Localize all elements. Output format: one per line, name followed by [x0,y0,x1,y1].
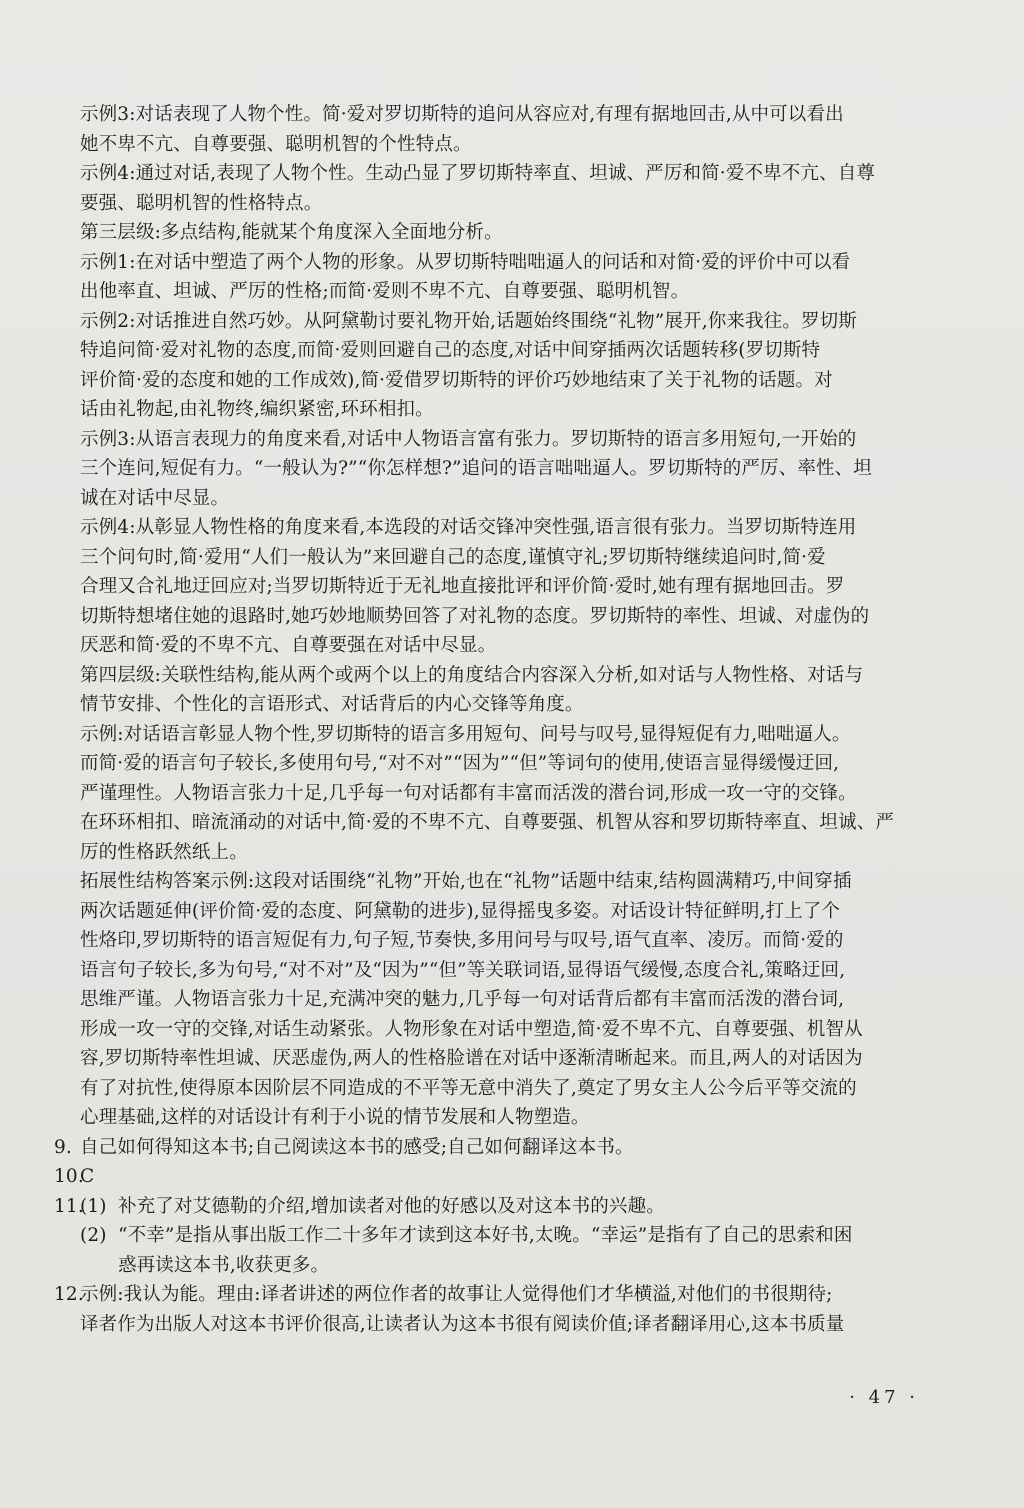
text-line: 评价简·爱的态度和她的工作成效),简·爱借罗切斯特的评价巧妙地结束了关于礼物的话题。对 [80,369,833,391]
text-line: 严谨理性。人物语言张力十足,几乎每一句对话都有丰富而活泼的潜台词,形成一攻一守的交锋。 [80,782,857,804]
text-line: 特追问简·爱对礼物的态度,而简·爱则回避自己的态度,对话中间穿插两次话题转移(罗切斯特 [80,340,821,361]
question-number: 11. [54,1195,84,1217]
text-line: 心理基础,这样的对话设计有利于小说的情节发展和人物塑造。 [80,1107,590,1128]
text-line: 要强、聪明机智的性格特点。 [80,192,323,214]
page-number: · 47 · [849,1387,919,1408]
question-number: 12. [54,1284,84,1305]
text-line: 话由礼物起,由礼物终,编织紧密,环环相扣。 [80,399,434,420]
answer-text: 示例:我认为能。理由:译者讲述的两位作者的故事让人觉得他们才华横溢,对他们的书很期待; [80,1284,833,1305]
text-line: 示例3:对话表现了人物个性。简·爱对罗切斯特的追问从容应对,有理有据地回击,从中可以看出 [80,104,844,125]
text-line: 示例2:对话推进自然巧妙。从阿黛勒讨要礼物开始,话题始终围绕“礼物”展开,你来我往。罗切斯 [80,310,857,332]
answer-11-part-2 [80,1221,920,1251]
answer-9 [54,1133,920,1163]
text-line: 在环环相扣、暗流涌动的对话中,简·爱的不卑不亢、自尊要强、机智从容和罗切斯特率直、坦诚、严 [80,812,895,833]
text-line: 出他率直、坦诚、严厉的性格;而简·爱则不卑不亢、自尊要强、聪明机智。 [80,281,690,302]
sub-question-number: (2) [80,1225,107,1246]
text-line: 容,罗切斯特率性坦诚、厌恶虚伪,两人的性格脸谱在对话中逐渐清晰起来。而且,两人的对话因为 [80,1048,863,1069]
text-line: 示例1:在对话中塑造了两个人物的形象。从罗切斯特咄咄逼人的问话和对简·爱的评价中可以看 [80,251,851,273]
text-line: 示例4:从彰显人物性格的角度来看,本选段的对话交锋冲突性强,语言很有张力。当罗切斯特连用 [80,517,857,538]
text-line: 情节安排、个性化的言语形式、对话背后的内心交锋等角度。 [80,694,584,715]
text-line: 厌恶和简·爱的不卑不亢、自尊要强在对话中尽显。 [80,635,497,656]
sub-question-number: (1) [80,1195,107,1217]
question-number: 10. [54,1166,84,1187]
answer-text: 惑再读这本书,收获更多。 [118,1254,330,1276]
answer-text: C [80,1166,95,1187]
answer-text: 译者作为出版人对这本书评价很高,让读者认为这本书很有阅读价值;译者翻译用心,这本书质量 [80,1313,845,1335]
answer-text: 自己如何得知这本书;自己阅读这本书的感受;自己如何翻译这本书。 [80,1136,634,1158]
answer-10 [54,1162,920,1192]
text-line: 切斯特想堵住她的退路时,她巧妙地顺势回答了对礼物的态度。罗切斯特的率性、坦诚、对虚伪的 [80,605,870,627]
level-heading: 第四层级:关联性结构,能从两个或两个以上的角度结合内容深入分析,如对话与人物性格、对话与 [80,664,864,686]
answer-text: 补充了对艾德勒的介绍,增加读者对他的好感以及对这本书的兴趣。 [118,1195,665,1217]
text-line: 性烙印,罗切斯特的语言短促有力,句子短,节奏快,多用问号与叹号,语气直率、凌厉。而简·爱的 [80,930,844,951]
text-line: 而简·爱的语言句子较长,多使用句号,“对不对”“因为”“但”等词句的使用,使语言显得缓慢迂回, [80,753,840,774]
text-line: 厉的性格跃然纸上。 [80,841,248,863]
text-line: 形成一攻一守的交锋,对话生动紧张。人物形象在对话中塑造,简·爱不卑不亢、自尊要强、机智从 [80,1018,863,1040]
text-line: 合理又合礼地迂回应对;当罗切斯特近于无礼地直接批评和评价简·爱时,她有理有据地回击。罗 [80,576,845,597]
answer-11 [54,1192,920,1222]
text-line: 三个问句时,简·爱用“人们一般认为”来回避自己的态度,谨慎守礼;罗切斯特继续追问时,简·爱 [80,546,826,568]
text-line: 有了对抗性,使得原本因阶层不同造成的不平等无意中消失了,奠定了男女主人公今后平等交流的 [80,1077,857,1099]
text-line: 她不卑不亢、自尊要强、聪明机智的个性特点。 [80,133,472,155]
answer-content [54,100,920,1339]
answer-12 [54,1280,920,1310]
text-line: 拓展性结构答案示例:这段对话围绕“礼物”开始,也在“礼物”话题中结束,结构圆满精巧,中间穿插 [80,871,852,892]
level-heading: 第三层级:多点结构,能就某个角度深入全面地分析。 [80,222,503,243]
text-line: 两次话题延伸(评价简·爱的态度、阿黛勒的进步),显得摇曳多姿。对话设计特征鲜明,打上了个 [80,900,841,922]
text-line: 诚在对话中尽显。 [80,487,230,509]
text-line: 示例:对话语言彰显人物个性,罗切斯特的语言多用短句、问号与叹号,显得短促有力,咄咄逼人。 [80,723,851,745]
text-line: 语言句子较长,多为句号,“对不对”及“因为”“但”等关联词语,显得语气缓慢,态度合礼,策略迂回, [80,959,846,981]
text-line: 三个连问,短促有力。“一般认为?”“你怎样想?”追问的语言咄咄逼人。罗切斯特的严厉、率性、坦 [80,458,872,479]
text-line: 示例4:通过对话,表现了人物个性。生动凸显了罗切斯特率直、坦诚、严厉和简·爱不卑不亢、自尊 [80,163,876,184]
answer-text: “不幸”是指从事出版工作二十多年才读到这本好书,太晚。“幸运”是指有了自己的思索和困 [118,1225,853,1246]
text-line: 示例3:从语言表现力的角度来看,对话中人物语言富有张力。罗切斯特的语言多用短句,一开始的 [80,428,857,450]
question-number: 9. [54,1136,72,1158]
text-line: 思维严谨。人物语言张力十足,充满冲突的魅力,几乎每一句对话背后都有丰富而活泼的潜台词, [80,989,845,1010]
